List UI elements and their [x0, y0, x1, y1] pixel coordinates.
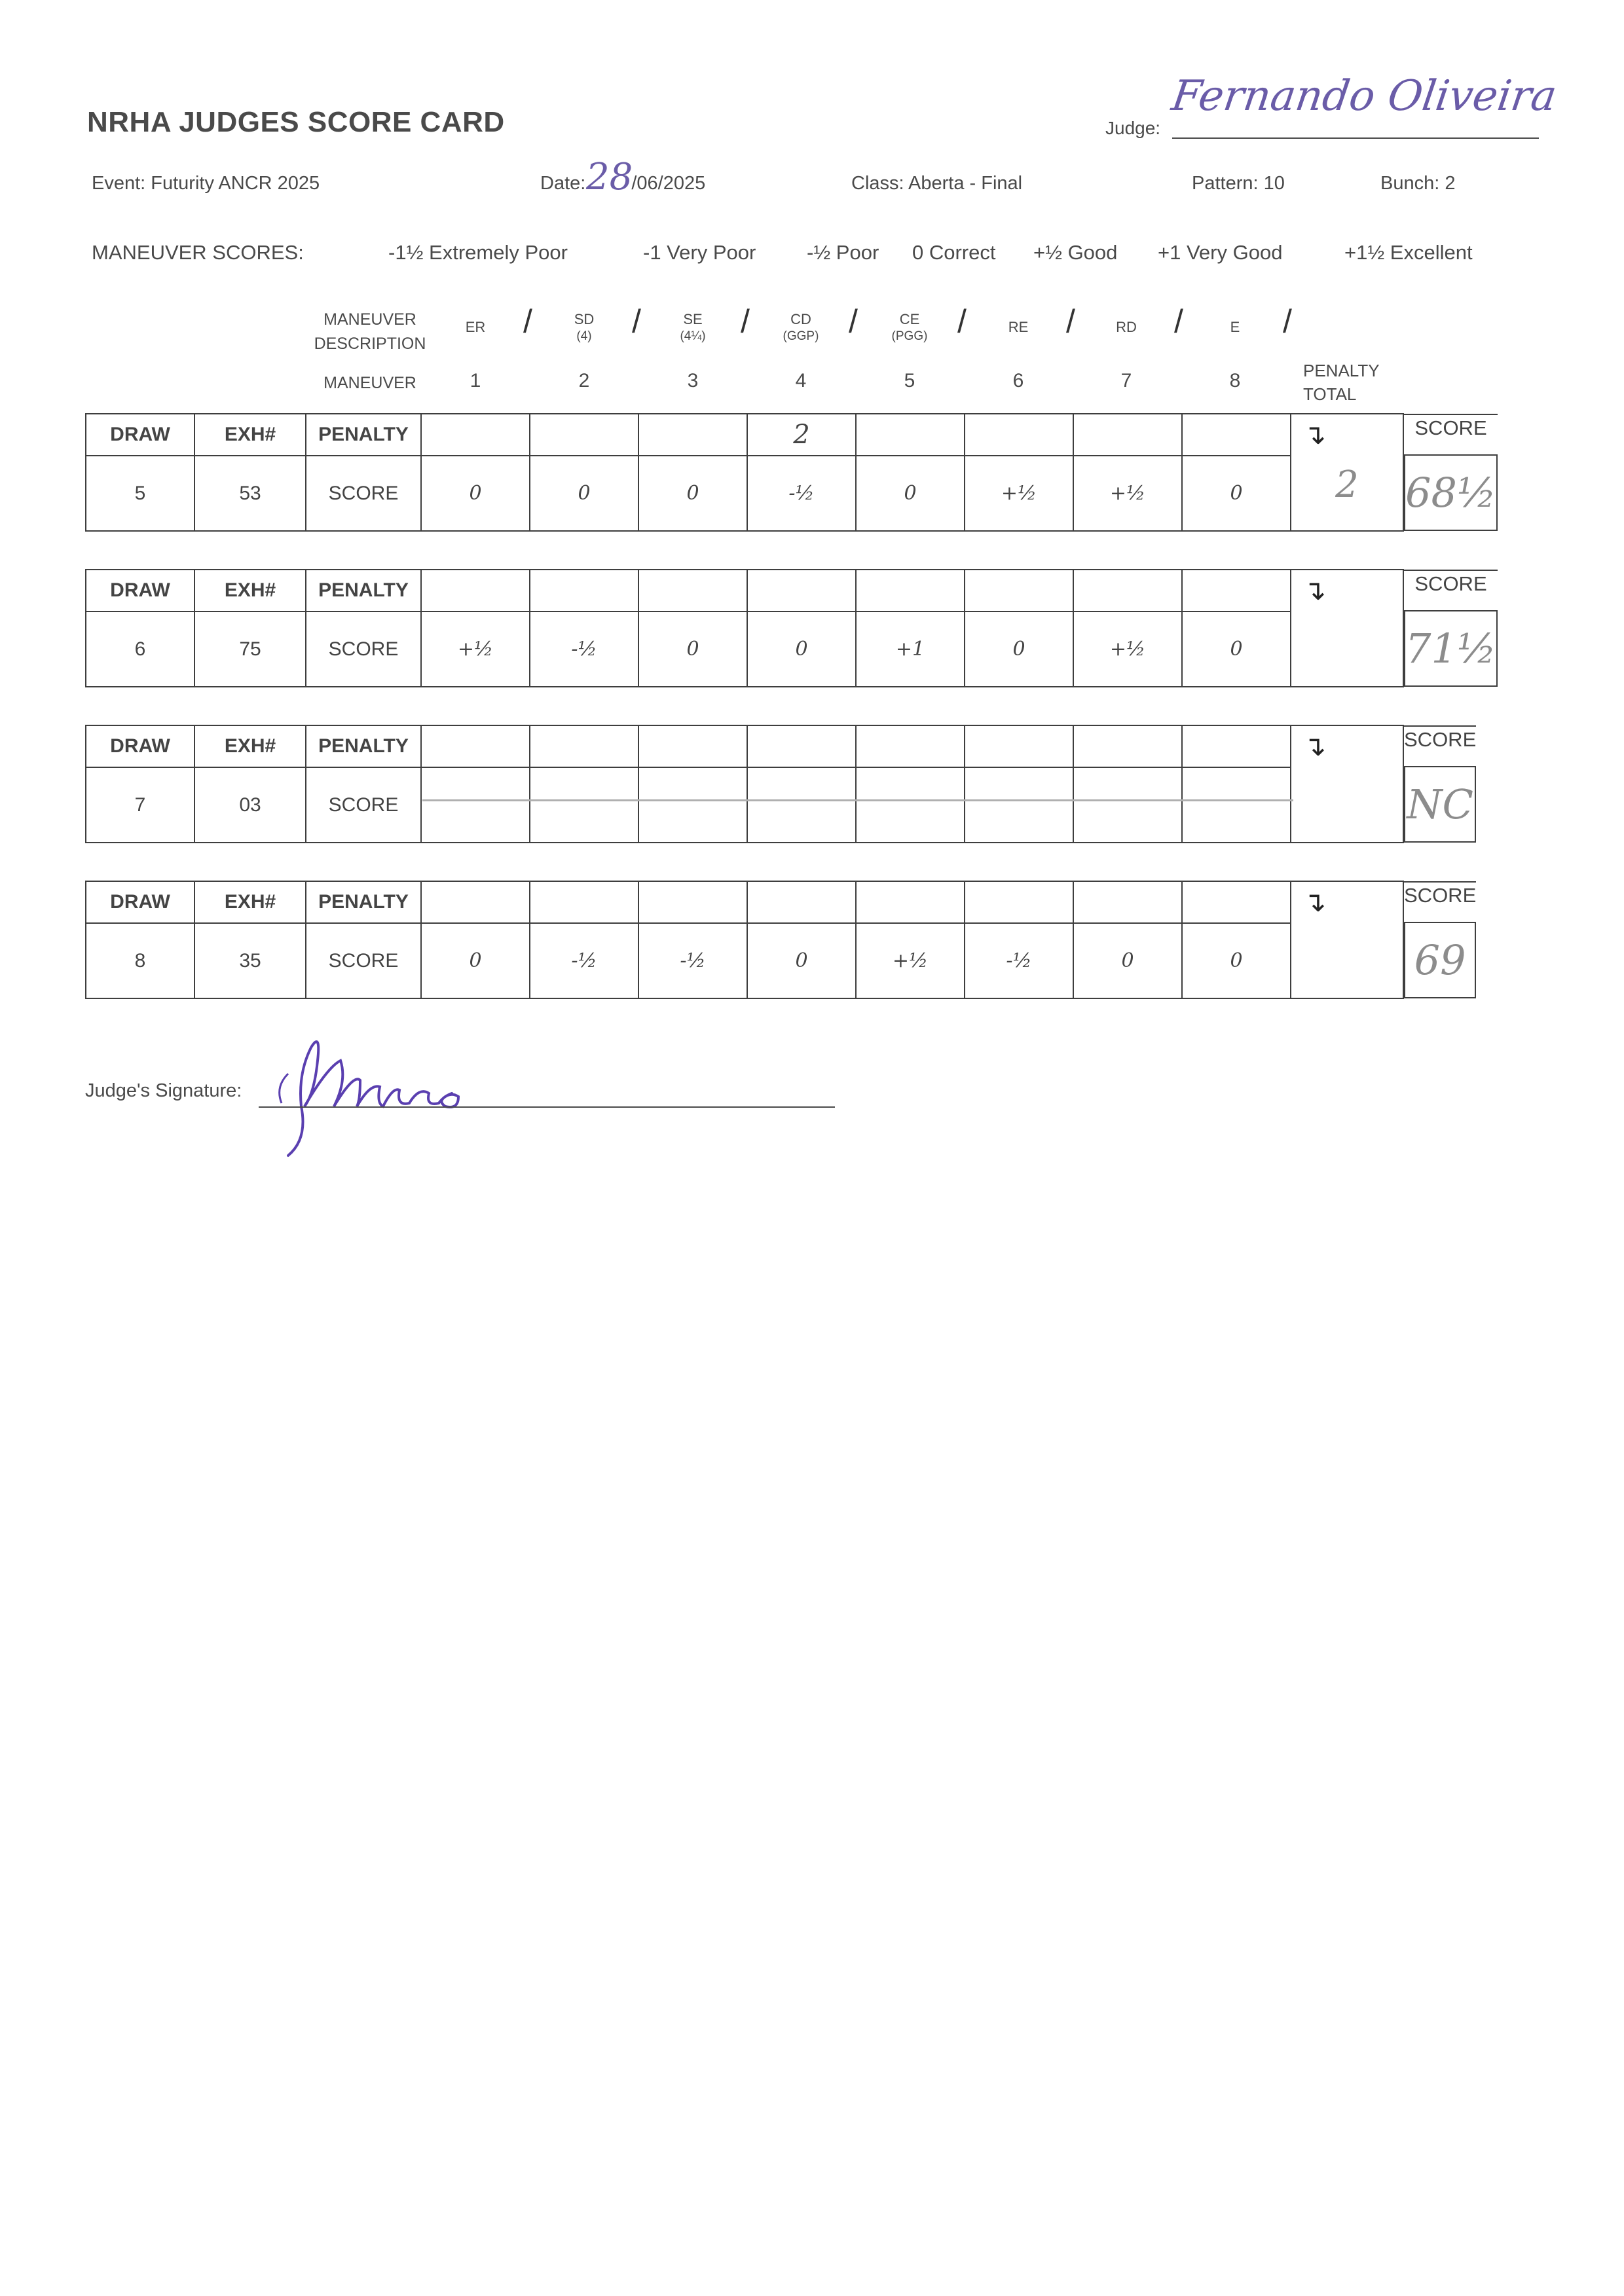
- penalty-cell[interactable]: [530, 725, 638, 767]
- draw-header: DRAW: [86, 725, 194, 767]
- draw-value: 6: [86, 611, 194, 687]
- maneuver-code: E: [1230, 319, 1240, 335]
- judge-name: Fernando Oliveira: [1168, 72, 1560, 120]
- penalty-cell[interactable]: [1073, 570, 1182, 611]
- pattern-info: Pattern: 10: [1192, 173, 1285, 194]
- exh-header: EXH#: [194, 570, 306, 611]
- exh-value: 75: [194, 611, 306, 687]
- maneuver-score-cell[interactable]: 0: [965, 611, 1073, 687]
- page-title: NRHA JUDGES SCORE CARD: [87, 106, 505, 138]
- maneuver-code: CD: [790, 311, 811, 327]
- score-row-label: SCORE: [306, 923, 421, 998]
- draw-value: 7: [86, 767, 194, 843]
- maneuver-score-cell[interactable]: 0: [856, 456, 965, 531]
- draw-value: 8: [86, 923, 194, 998]
- maneuver-number-7: 7: [1120, 370, 1132, 392]
- entry-table: [85, 881, 1476, 999]
- score-header: SCORE: [1404, 414, 1498, 454]
- maneuver-score-cell[interactable]: +½: [856, 923, 965, 998]
- score-header: SCORE: [1404, 570, 1498, 610]
- maneuver-code: ER: [465, 319, 486, 335]
- maneuver-score-cell[interactable]: 0: [530, 456, 638, 531]
- penalty-cell[interactable]: [530, 881, 638, 923]
- maneuver-code-5: [870, 311, 949, 345]
- draw-header: DRAW: [86, 414, 194, 456]
- draw-header: DRAW: [86, 881, 194, 923]
- penalty-cell[interactable]: [638, 881, 747, 923]
- penalty-cell[interactable]: [421, 881, 530, 923]
- maneuver-code-2: [545, 311, 623, 345]
- arrow-down-icon: ↴: [1303, 575, 1327, 606]
- date-label: Date:: [540, 173, 586, 194]
- maneuver-score-cell[interactable]: [747, 767, 856, 843]
- signature-line: [259, 1106, 835, 1108]
- penalty-total-line2: TOTAL: [1303, 384, 1357, 404]
- legend-item: 0 Correct: [912, 241, 996, 264]
- exh-header: EXH#: [194, 414, 306, 456]
- maneuver-code: SD: [574, 311, 595, 327]
- penalty-total-value: 2: [1335, 464, 1359, 506]
- penalty-cell[interactable]: [421, 414, 530, 456]
- maneuver-subcode: (4): [576, 329, 592, 343]
- maneuver-score-cell[interactable]: [1073, 767, 1182, 843]
- judge-signature: [262, 1021, 498, 1165]
- entry-table: [85, 725, 1476, 843]
- score-header: SCORE: [1404, 725, 1476, 766]
- maneuver-code-4: [762, 311, 840, 345]
- maneuver-number-2: 2: [578, 370, 590, 392]
- maneuver-number-8: 8: [1229, 370, 1241, 392]
- penalty-cell[interactable]: [856, 570, 965, 611]
- maneuver-number-3: 3: [687, 370, 699, 392]
- maneuver-score-cell[interactable]: [856, 767, 965, 843]
- penalty-cell[interactable]: [1073, 414, 1182, 456]
- bunch-info: Bunch: 2: [1380, 173, 1456, 194]
- maneuver-number-5: 5: [904, 370, 915, 392]
- entry-table: [85, 413, 1498, 532]
- maneuver-score-cell[interactable]: [421, 767, 530, 843]
- penalty-cell[interactable]: [421, 725, 530, 767]
- maneuver-score-cell[interactable]: [638, 767, 747, 843]
- maneuver-code: RD: [1116, 319, 1137, 335]
- penalty-total-cell[interactable]: [1291, 881, 1403, 998]
- maneuver-score-cell[interactable]: [965, 767, 1073, 843]
- maneuver-score-cell[interactable]: 0: [747, 611, 856, 687]
- final-score-value[interactable]: 69: [1404, 922, 1476, 998]
- arrow-down-icon: ↴: [1303, 419, 1327, 450]
- penalty-header: PENALTY: [306, 414, 421, 456]
- penalty-total-label: [1303, 359, 1382, 406]
- penalty-cell[interactable]: [638, 414, 747, 456]
- legend-item: +1 Very Good: [1158, 241, 1283, 264]
- final-score-value[interactable]: 71½: [1404, 610, 1498, 687]
- maneuver-score-cell[interactable]: -½: [747, 456, 856, 531]
- penalty-cell[interactable]: [965, 725, 1073, 767]
- judge-label: Judge:: [1105, 118, 1161, 138]
- maneuver-number-6: 6: [1012, 370, 1024, 392]
- maneuver-score-cell[interactable]: +½: [421, 611, 530, 687]
- exh-value: 35: [194, 923, 306, 998]
- final-score-value[interactable]: 68½: [1404, 454, 1498, 531]
- maneuver-code: CE: [899, 311, 920, 327]
- penalty-cell[interactable]: [638, 725, 747, 767]
- maneuver-score-cell[interactable]: 0: [1182, 611, 1291, 687]
- legend-item: +1½ Excellent: [1344, 241, 1473, 264]
- penalty-cell[interactable]: [638, 570, 747, 611]
- legend-item: -1½ Extremely Poor: [388, 241, 568, 264]
- maneuver-label: MANEUVER: [323, 374, 416, 392]
- penalty-cell[interactable]: [965, 881, 1073, 923]
- maneuver-score-cell[interactable]: 0: [421, 456, 530, 531]
- maneuver-code-8: [1196, 319, 1274, 336]
- maneuver-score-cell[interactable]: [530, 767, 638, 843]
- penalty-cell[interactable]: [856, 725, 965, 767]
- maneuver-code: RE: [1008, 319, 1029, 335]
- penalty-total-line1: PENALTY: [1303, 361, 1380, 380]
- penalty-cell[interactable]: [1182, 414, 1291, 456]
- penalty-total-cell[interactable]: [1291, 570, 1403, 687]
- legend-item: -1 Very Poor: [643, 241, 756, 264]
- maneuver-score-cell[interactable]: 0: [421, 923, 530, 998]
- maneuver-number-4: 4: [795, 370, 807, 392]
- score-row-label: SCORE: [306, 611, 421, 687]
- legend-label: MANEUVER SCORES:: [92, 241, 304, 264]
- final-score-value[interactable]: NC: [1404, 766, 1476, 843]
- exh-header: EXH#: [194, 725, 306, 767]
- maneuver-separator: /: [1174, 303, 1183, 340]
- penalty-cell[interactable]: [747, 881, 856, 923]
- maneuver-separator: /: [741, 303, 750, 340]
- final-score-column: [1403, 570, 1498, 687]
- maneuver-separator: /: [849, 303, 858, 340]
- penalty-cell[interactable]: [421, 570, 530, 611]
- maneuver-separator: /: [1066, 303, 1075, 340]
- maneuver-score-cell[interactable]: +½: [965, 456, 1073, 531]
- maneuver-score-cell[interactable]: +½: [1073, 611, 1182, 687]
- maneuver-score-cell[interactable]: -½: [530, 611, 638, 687]
- maneuver-separator: /: [632, 303, 641, 340]
- maneuver-score-cell[interactable]: -½: [965, 923, 1073, 998]
- maneuver-subcode: (PGG): [891, 329, 928, 343]
- maneuver-code-3: [654, 311, 732, 345]
- penalty-header: PENALTY: [306, 570, 421, 611]
- maneuver-score-cell[interactable]: 0: [638, 611, 747, 687]
- penalty-cell[interactable]: [1073, 881, 1182, 923]
- penalty-cell[interactable]: [530, 414, 638, 456]
- score-row-label: SCORE: [306, 767, 421, 843]
- maneuver-score-cell[interactable]: 0: [747, 923, 856, 998]
- arrow-down-icon: ↴: [1303, 886, 1327, 917]
- maneuver-score-cell[interactable]: +1: [856, 611, 965, 687]
- draw-header: DRAW: [86, 570, 194, 611]
- maneuver-description-label: [288, 308, 452, 356]
- maneuver-subcode: (GGP): [783, 329, 819, 343]
- final-score-column: [1403, 414, 1498, 531]
- penalty-cell[interactable]: [530, 570, 638, 611]
- maneuver-separator: /: [1283, 303, 1292, 340]
- penalty-cell[interactable]: [856, 881, 965, 923]
- maneuver-code-7: [1087, 319, 1166, 336]
- maneuver-number-1: 1: [470, 370, 481, 392]
- maneuver-score-cell[interactable]: 0: [638, 456, 747, 531]
- penalty-cell[interactable]: 2: [747, 414, 856, 456]
- legend-item: +½ Good: [1033, 241, 1118, 264]
- maneuver-subcode: (4¼): [680, 329, 706, 343]
- maneuver-score-cell[interactable]: -½: [530, 923, 638, 998]
- judge-underline: [1172, 137, 1539, 139]
- maneuver-score-cell[interactable]: 0: [1182, 456, 1291, 531]
- arrow-down-icon: ↴: [1303, 731, 1327, 761]
- penalty-total-cell[interactable]: [1291, 414, 1403, 531]
- class-info: Class: Aberta - Final: [851, 173, 1023, 194]
- date-rest: /06/2025: [631, 173, 706, 194]
- maneuver-score-cell[interactable]: -½: [638, 923, 747, 998]
- maneuver-score-cell[interactable]: 0: [1073, 923, 1182, 998]
- exh-value: 03: [194, 767, 306, 843]
- penalty-cell[interactable]: [1182, 881, 1291, 923]
- exh-value: 53: [194, 456, 306, 531]
- final-score-column: [1403, 725, 1476, 843]
- penalty-header: PENALTY: [306, 881, 421, 923]
- penalty-header: PENALTY: [306, 725, 421, 767]
- exh-header: EXH#: [194, 881, 306, 923]
- penalty-total-cell[interactable]: [1291, 725, 1403, 843]
- penalty-cell[interactable]: [747, 570, 856, 611]
- maneuver-desc-line2: DESCRIPTION: [314, 335, 426, 353]
- maneuver-score-cell[interactable]: +½: [1073, 456, 1182, 531]
- maneuver-score-cell[interactable]: 0: [1182, 923, 1291, 998]
- penalty-cell[interactable]: [856, 414, 965, 456]
- score-header: SCORE: [1404, 881, 1476, 922]
- signature-label: Judge's Signature:: [85, 1080, 242, 1101]
- maneuver-code-6: [979, 319, 1058, 336]
- penalty-cell[interactable]: [965, 570, 1073, 611]
- entry-table: [85, 569, 1498, 687]
- maneuver-separator: /: [523, 303, 532, 340]
- penalty-cell[interactable]: [1182, 725, 1291, 767]
- legend-item: -½ Poor: [807, 241, 879, 264]
- penalty-cell[interactable]: [1073, 725, 1182, 767]
- maneuver-code: SE: [683, 311, 703, 327]
- maneuver-separator: /: [957, 303, 967, 340]
- penalty-cell[interactable]: [747, 725, 856, 767]
- score-row-label: SCORE: [306, 456, 421, 531]
- penalty-cell[interactable]: [965, 414, 1073, 456]
- maneuver-score-cell[interactable]: [1182, 767, 1291, 843]
- no-score-strike-line: [422, 799, 1293, 801]
- event-info: Event: Futurity ANCR 2025: [92, 173, 320, 194]
- maneuver-desc-line1: MANEUVER: [323, 310, 416, 329]
- draw-value: 5: [86, 456, 194, 531]
- final-score-column: [1403, 881, 1476, 998]
- maneuver-code-1: [436, 319, 515, 336]
- date-day: 28: [586, 156, 633, 198]
- penalty-cell[interactable]: [1182, 570, 1291, 611]
